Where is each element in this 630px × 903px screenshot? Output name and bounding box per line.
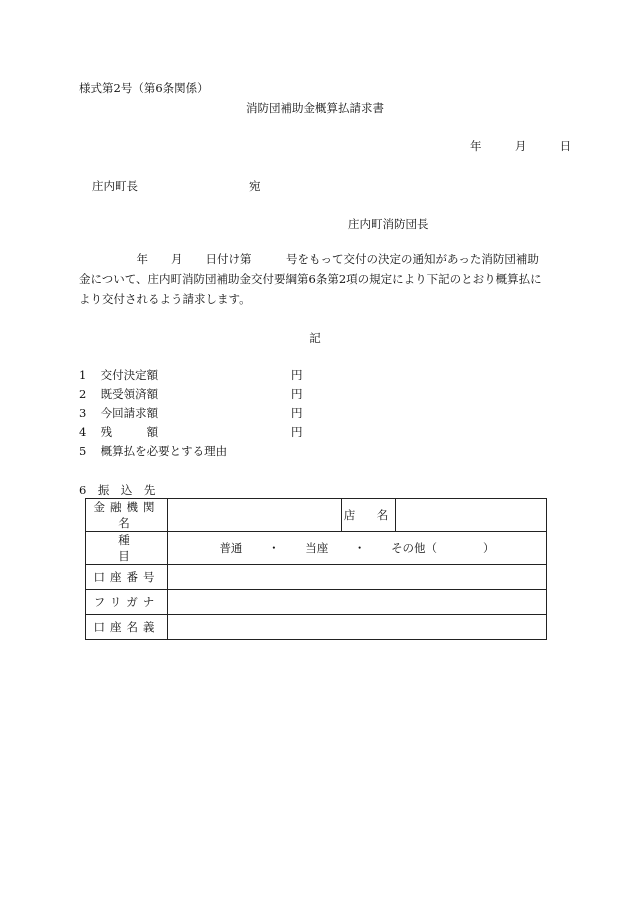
- item-label: 概算払を必要とする理由: [100, 444, 228, 458]
- option-separator: ・: [268, 541, 280, 555]
- item-number: 3: [79, 406, 87, 420]
- item-unit: 円: [291, 425, 303, 439]
- date-line: [470, 138, 571, 154]
- account-number-label: 口座番号: [86, 565, 168, 590]
- list-item: [79, 404, 379, 423]
- addressee-honorific: 宛: [249, 179, 261, 193]
- item-label: 今回請求額: [100, 406, 159, 420]
- bank-table: [85, 498, 547, 640]
- item-number: 1: [79, 368, 87, 382]
- item-label: 残 額: [100, 425, 159, 439]
- item-number: 5: [79, 444, 87, 458]
- furigana-label: フリガナ: [86, 590, 168, 615]
- option-other[interactable]: その他（ ）: [391, 541, 495, 555]
- option-current[interactable]: 当座: [305, 541, 329, 555]
- list-item: [79, 423, 379, 442]
- list-item: [79, 366, 379, 385]
- list-item: [79, 385, 379, 404]
- document-title: 消防団補助金概算払請求書: [246, 101, 384, 115]
- date-year: 年: [470, 139, 482, 153]
- addressee: [92, 178, 261, 194]
- institution-label: 金融機関名: [86, 499, 168, 532]
- table-row: [86, 499, 547, 532]
- body-line: 金について、庄内町消防団補助金交付要綱第6条第2項の規定により下記のとおり概算払に: [79, 272, 542, 286]
- item-unit: 円: [291, 387, 303, 401]
- sender: 庄内町消防団長: [348, 217, 429, 231]
- item-number: 4: [79, 425, 87, 439]
- account-number-field[interactable]: [168, 565, 547, 590]
- institution-field[interactable]: [168, 499, 342, 532]
- bank-section-title: 6 振 込 先: [79, 483, 156, 497]
- account-holder-field[interactable]: [168, 615, 547, 640]
- item-unit: 円: [291, 406, 303, 420]
- table-row: [86, 590, 547, 615]
- branch-field[interactable]: [396, 499, 547, 532]
- item-label: 既受領済額: [100, 387, 159, 401]
- date-day: 日: [559, 139, 572, 153]
- table-row: [86, 532, 547, 565]
- branch-label: 店 名: [342, 499, 396, 532]
- type-label: 種 目: [86, 532, 168, 565]
- item-number: 2: [79, 387, 87, 401]
- item-label: 交付決定額: [100, 368, 159, 382]
- form-number: 様式第2号（第6条関係）: [79, 81, 209, 95]
- addressee-name: 庄内町長: [92, 179, 138, 193]
- ki-heading: 記: [309, 331, 321, 345]
- account-holder-label: 口座名義: [86, 615, 168, 640]
- option-separator: ・: [353, 541, 366, 555]
- item-unit: 円: [291, 368, 303, 382]
- request-body: [79, 249, 569, 309]
- option-ordinary[interactable]: 普通: [219, 541, 243, 555]
- table-row: [86, 565, 547, 590]
- date-month: 月: [514, 139, 527, 153]
- table-row: [86, 615, 547, 640]
- item-list: [79, 366, 379, 461]
- body-line: より交付されるよう請求します。: [79, 292, 251, 306]
- body-line: 年 月 日付け第 号をもって交付の決定の通知があった消防団補助: [79, 252, 539, 266]
- furigana-field[interactable]: [168, 590, 547, 615]
- list-item: [79, 442, 379, 461]
- type-options: [168, 532, 547, 565]
